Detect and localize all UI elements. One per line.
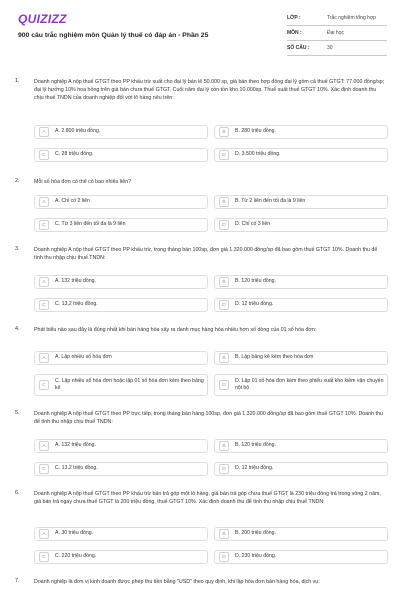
option-letter: C	[39, 300, 49, 310]
option-letter: B	[219, 353, 229, 363]
option-text: A. 132 triệu đồng.	[55, 442, 96, 449]
meta-value: Trắc nghiệm tổng hợp	[327, 15, 376, 21]
meta-table	[287, 11, 387, 56]
option-letter: A	[39, 529, 49, 539]
option-letter: D	[219, 300, 229, 310]
option-c[interactable]	[34, 148, 208, 162]
option-text: B. 200 triệu đồng.	[235, 530, 276, 537]
option-letter: B	[219, 529, 229, 539]
option-letter: A	[39, 277, 49, 287]
option-a[interactable]	[34, 439, 208, 453]
question-number: 6.	[15, 490, 20, 496]
option-text: C. Lập nhiều số hóa đơn hoặc lập 01 số hóa đơn kèm theo bảng kê	[55, 377, 204, 391]
question-number: 5.	[15, 410, 20, 416]
option-letter: D	[219, 380, 229, 390]
option-text: B. 120 triệu đồng.	[235, 278, 276, 285]
option-d[interactable]	[214, 462, 388, 476]
meta-row-subject	[287, 26, 387, 41]
option-text: C. 13,2 triệu đồng.	[55, 301, 98, 308]
option-text: B. Lập bảng kê kèm theo hóa đơn	[235, 354, 314, 361]
option-text: D. 12 triệu đồng.	[235, 465, 274, 472]
option-text: D. 3.500 triệu đồng.	[235, 151, 281, 158]
option-letter: C	[39, 150, 49, 160]
question-text: Doanh nghiệp A nộp thuế GTGT theo PP trực tiếp, trong tháng bán hàng 100sp, đơn giá 1.320.000 đồng/sp đã bao gồm thuế GTGT 10%. Doanh thu để tính thu nhập chịu thuế TNDN:	[34, 411, 383, 426]
meta-row-class	[287, 11, 387, 26]
option-text: C. 220 triệu đồng.	[55, 553, 97, 560]
option-text: D. Chỉ có 3 liên	[235, 221, 271, 228]
option-c[interactable]	[34, 462, 208, 476]
option-text: A. Chỉ có 2 liên	[55, 198, 90, 205]
option-letter: D	[219, 552, 229, 562]
question-text: Doanh nghiệp A nộp thuế GTGT theo PP khấu trừ xuất cho đại lý bán lẻ 50.000 sp, giá bán theo hợp đồng đại lý gồm cả thuế GTGT: 77.000 đồng/sp; đại lý hưởng 10% hoa hồng trên giá bán chưa thuế GTGT. Cuối năm đại lý còn tồn kho 10.000sp. Thuế suất thuế GTGT 10%. Xác định doanh thu chịu thuế TNDN của doanh nghiệp đối với lô hàng nêu trên:	[34, 79, 385, 102]
option-c[interactable]	[34, 374, 208, 396]
option-b[interactable]	[214, 275, 388, 289]
option-c[interactable]	[34, 298, 208, 312]
quizizz-logo: QUIZIZZ	[18, 12, 67, 26]
option-letter: A	[39, 353, 49, 363]
question-text: Phát biểu nào sau đây là đúng nhất khi bán hàng hóa xảy ra danh mục hàng hóa nhiều hơn số dòng của 01 số hóa đơn:	[34, 327, 317, 333]
option-text: A. 2.800 triệu đồng.	[55, 128, 101, 135]
option-d[interactable]	[214, 148, 388, 162]
option-text: C. 13,2 triệu đồng.	[55, 465, 98, 472]
meta-row-count	[287, 41, 387, 56]
meta-key: MÔN :	[287, 30, 302, 36]
option-letter: A	[39, 441, 49, 451]
option-text: A. Lập nhiều số hóa đơn	[55, 354, 112, 361]
question-number: 7.	[15, 578, 20, 584]
option-d[interactable]	[214, 218, 388, 232]
option-d[interactable]	[214, 550, 388, 564]
option-a[interactable]	[34, 195, 208, 209]
question-text: Doanh nghiệp A nộp thuế GTGT theo PP khấu trừ bán trả góp một lô hàng, giá bán trả góp chưa thuế GTGT là 230 triệu đồng trả trong vòng 2 năm, giá bán trả ngay chưa thuế GTGT là 200 triệu đồng, thuế GTGT 10%. Xác định doanh thu để tính thu nhập chịu thuế TNDN:	[34, 491, 381, 506]
option-text: A. 30 triệu đồng.	[55, 530, 94, 537]
option-letter: B	[219, 277, 229, 287]
question-number: 1.	[15, 78, 20, 84]
option-letter: C	[39, 552, 49, 562]
option-a[interactable]	[34, 527, 208, 541]
option-text: D. Lập 01 số hóa đơn kèm theo phiếu xuất kho kiêm vận chuyển nội bộ	[235, 377, 384, 391]
meta-key: LỚP :	[287, 15, 301, 21]
meta-value: Đại học	[327, 30, 344, 36]
option-d[interactable]	[214, 374, 388, 396]
option-text: C. Từ 3 liên đến tối đa là 9 liên	[55, 221, 126, 228]
question-number: 3.	[15, 246, 20, 252]
option-text: B. 120 triệu đồng.	[235, 442, 276, 449]
option-letter: C	[39, 464, 49, 474]
page-header	[0, 0, 400, 64]
meta-key: SỐ CÂU :	[287, 45, 310, 51]
meta-value: 30	[327, 45, 333, 51]
page-title: 900 câu trắc nghiệm môn Quản lý thuế có đáp án - Phần 25	[18, 32, 209, 39]
option-letter: D	[219, 464, 229, 474]
question-text: Doanh nghiệp A nộp thuế GTGT theo PP khấu trừ, trong tháng bán 100sp, đơn giá 1.320.000 đồng/sp đã bao gồm thuế GTGT 10%. Doanh thu để tính thu nhập chịu thuế TNDN:	[34, 247, 378, 262]
option-letter: A	[39, 197, 49, 207]
option-b[interactable]	[214, 351, 388, 365]
option-b[interactable]	[214, 527, 388, 541]
option-letter: D	[219, 220, 229, 230]
option-c[interactable]	[34, 550, 208, 564]
option-c[interactable]	[34, 218, 208, 232]
question-number: 2.	[15, 178, 20, 184]
option-text: B. Từ 2 liên đến tối đa là 9 liên	[235, 198, 306, 205]
option-text: B. 280 triệu đồng.	[235, 128, 276, 135]
option-b[interactable]	[214, 125, 388, 139]
option-text: A. 132 triệu đồng.	[55, 278, 96, 285]
option-text: D. 230 triệu đồng.	[235, 553, 277, 560]
question-text: Mỗi số hóa đơn có thể có bao nhiêu liên?	[34, 179, 132, 185]
option-text: D. 12 triệu đồng.	[235, 301, 274, 308]
question-text: Doanh nghiệp là đơn vị kinh doanh được phép thu tiền bằng "USD" theo quy định, khi lập hóa đơn bán hàng hóa, dịch vụ:	[34, 579, 320, 585]
option-text: C. 28 triệu đồng.	[55, 151, 94, 158]
option-a[interactable]	[34, 275, 208, 289]
option-letter: A	[39, 127, 49, 137]
option-b[interactable]	[214, 195, 388, 209]
option-a[interactable]	[34, 125, 208, 139]
option-d[interactable]	[214, 298, 388, 312]
option-letter: B	[219, 441, 229, 451]
option-b[interactable]	[214, 439, 388, 453]
option-letter: B	[219, 197, 229, 207]
option-letter: D	[219, 150, 229, 160]
option-letter: C	[39, 220, 49, 230]
option-a[interactable]	[34, 351, 208, 365]
question-number: 4.	[15, 326, 20, 332]
option-letter: B	[219, 127, 229, 137]
option-letter: C	[39, 380, 49, 390]
